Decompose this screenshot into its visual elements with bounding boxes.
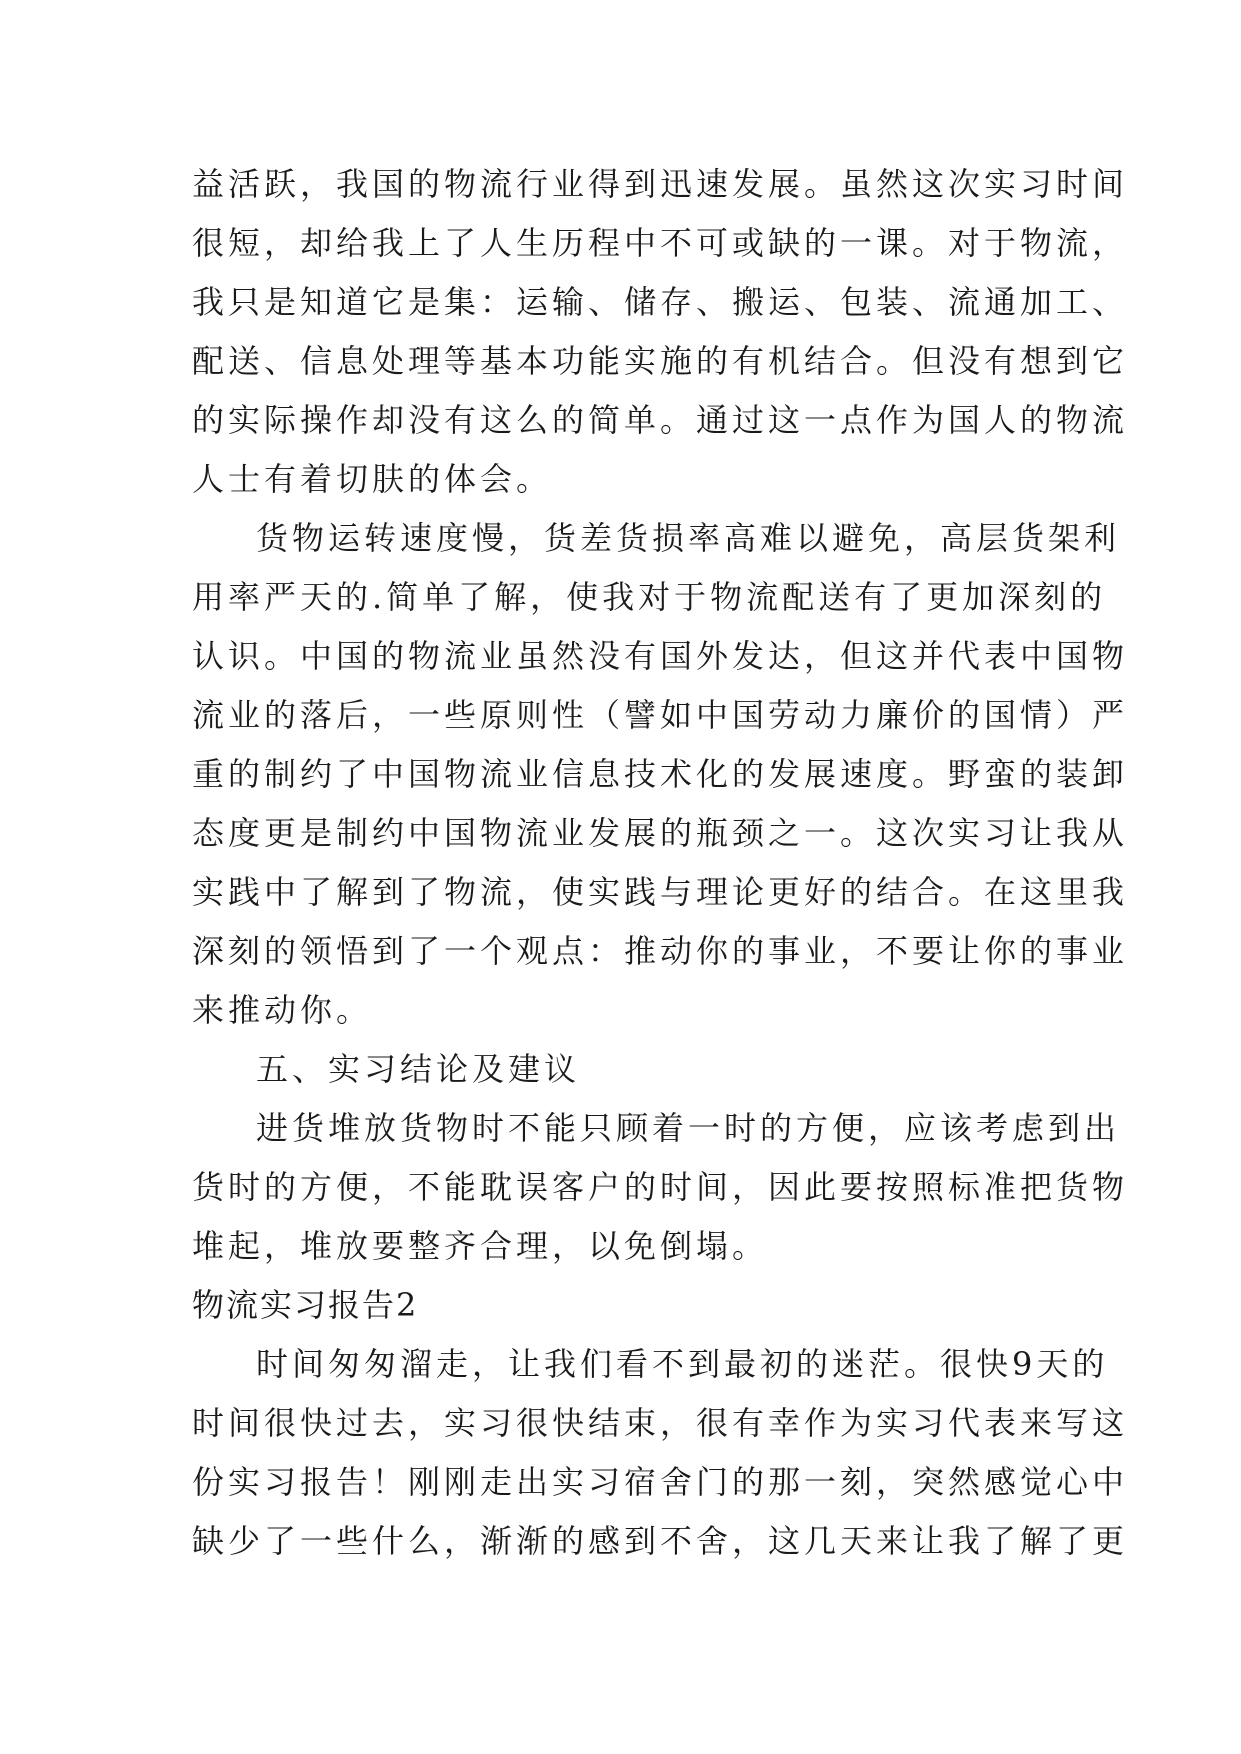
paragraph-line: 流业的落后，一些原则性（譬如中国劳动力廉价的国情）严 xyxy=(192,696,1129,734)
paragraph-line: 时间匆匆溜走，让我们看不到最初的迷茫。很快9天的 xyxy=(256,1345,1109,1383)
paragraph-line: 深刻的领悟到了一个观点：推动你的事业，不要让你的事业 xyxy=(192,932,1129,970)
paragraph-line: 重的制约了中国物流业信息技术化的发展速度。野蛮的装卸 xyxy=(192,755,1129,793)
paragraph-line: 来推动你。 xyxy=(192,991,373,1029)
document-title xyxy=(192,1276,1062,1335)
paragraph-line: 认识。中国的物流业虽然没有国外发达，但这并代表中国物 xyxy=(192,637,1129,675)
section-heading xyxy=(192,1040,1062,1099)
paragraph-line: 配送、信息处理等基本功能实施的有机结合。但没有想到它 xyxy=(192,342,1129,380)
paragraph-line: 份实习报告！刚刚走出实习宿舍门的那一刻，突然感觉心中 xyxy=(192,1463,1129,1501)
paragraph-line: 用率严天的.简单了解，使我对于物流配送有了更加深刻的 xyxy=(192,578,1107,616)
paragraph-line: 很短，却给我上了人生历程中不可或缺的一课。对于物流， xyxy=(192,224,1129,262)
paragraph-line: 态度更是制约中国物流业发展的瓶颈之一。这次实习让我从 xyxy=(192,814,1129,852)
paragraph-line: 时间很快过去，实习很快结束，很有幸作为实习代表来写这 xyxy=(192,1404,1129,1442)
paragraph-line: 堆起，堆放要整齐合理，以免倒塌。 xyxy=(192,1227,769,1265)
document-title-text: 物流实习报告2 xyxy=(192,1286,419,1324)
section-heading-text: 五、实习结论及建议 xyxy=(256,1050,581,1088)
paragraph xyxy=(192,155,1129,509)
paragraph-line: 实践中了解到了物流，使实践与理论更好的结合。在这里我 xyxy=(192,873,1129,911)
paragraph xyxy=(192,1099,1129,1276)
document-body xyxy=(192,155,1129,1571)
paragraph-line: 进货堆放货物时不能只顾着一时的方便，应该考虑到出 xyxy=(256,1109,1121,1147)
paragraph-line: 货时的方便，不能耽误客户的时间，因此要按照标准把货物 xyxy=(192,1168,1129,1206)
paragraph-line: 我只是知道它是集：运输、储存、搬运、包装、流通加工、 xyxy=(192,283,1129,321)
paragraph-line: 益活跃，我国的物流行业得到迅速发展。虽然这次实习时间 xyxy=(192,165,1129,203)
paragraph xyxy=(192,509,1129,1040)
paragraph-line: 缺少了一些什么，渐渐的感到不舍，这几天来让我了解了更 xyxy=(192,1522,1129,1560)
paragraph xyxy=(192,1335,1129,1571)
paragraph-line: 的实际操作却没有这么的简单。通过这一点作为国人的物流 xyxy=(192,401,1129,439)
paragraph-line: 货物运转速度慢，货差货损率高难以避免，高层货架利 xyxy=(256,519,1121,557)
paragraph-line: 人士有着切肤的体会。 xyxy=(192,460,553,498)
